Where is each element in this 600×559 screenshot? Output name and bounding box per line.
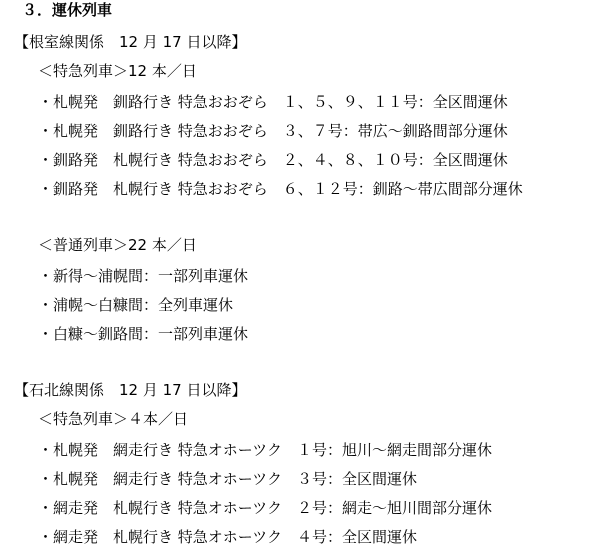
group-label-local-train: ＜普通列車＞22 本／日	[38, 236, 197, 254]
list-item: ・札幌発 釧路行き 特急おおぞら ３、７号：帯広～釧路間部分運休	[38, 122, 508, 140]
list-item: ・白糠～釧路間：一部列車運休	[38, 325, 249, 343]
group-label-limited-express: ＜特急列車＞12 本／日	[38, 62, 197, 80]
list-item: ・釧路発 札幌行き 特急おおぞら ２、４、８、１０号：全区間運休	[38, 151, 508, 169]
list-item: ・札幌発 網走行き 特急オホーツク １号：旭川～網走間部分運休	[38, 441, 493, 459]
section-title-nemuro: 【根室線関係 12 月 17 日以降】	[14, 33, 247, 51]
list-item: ・網走発 札幌行き 特急オホーツク ２号：網走～旭川間部分運休	[38, 499, 493, 517]
list-item: ・網走発 札幌行き 特急オホーツク ４号：全区間運休	[38, 528, 418, 546]
group-label-limited-express: ＜特急列車＞４本／日	[38, 410, 189, 428]
list-item: ・新得～浦幌間：一部列車運休	[38, 267, 249, 285]
section-title-sekihoku: 【石北線関係 12 月 17 日以降】	[14, 381, 247, 399]
list-item: ・釧路発 札幌行き 特急おおぞら ６、１２号：釧路～帯広間部分運休	[38, 180, 523, 198]
list-item: ・浦幌～白糠間：全列車運休	[38, 296, 234, 314]
list-item: ・札幌発 網走行き 特急オホーツク ３号：全区間運休	[38, 470, 418, 488]
list-item: ・札幌発 釧路行き 特急おおぞら １、５、９、１１号：全区間運休	[38, 93, 508, 111]
page-heading: ３．運休列車	[22, 1, 113, 19]
